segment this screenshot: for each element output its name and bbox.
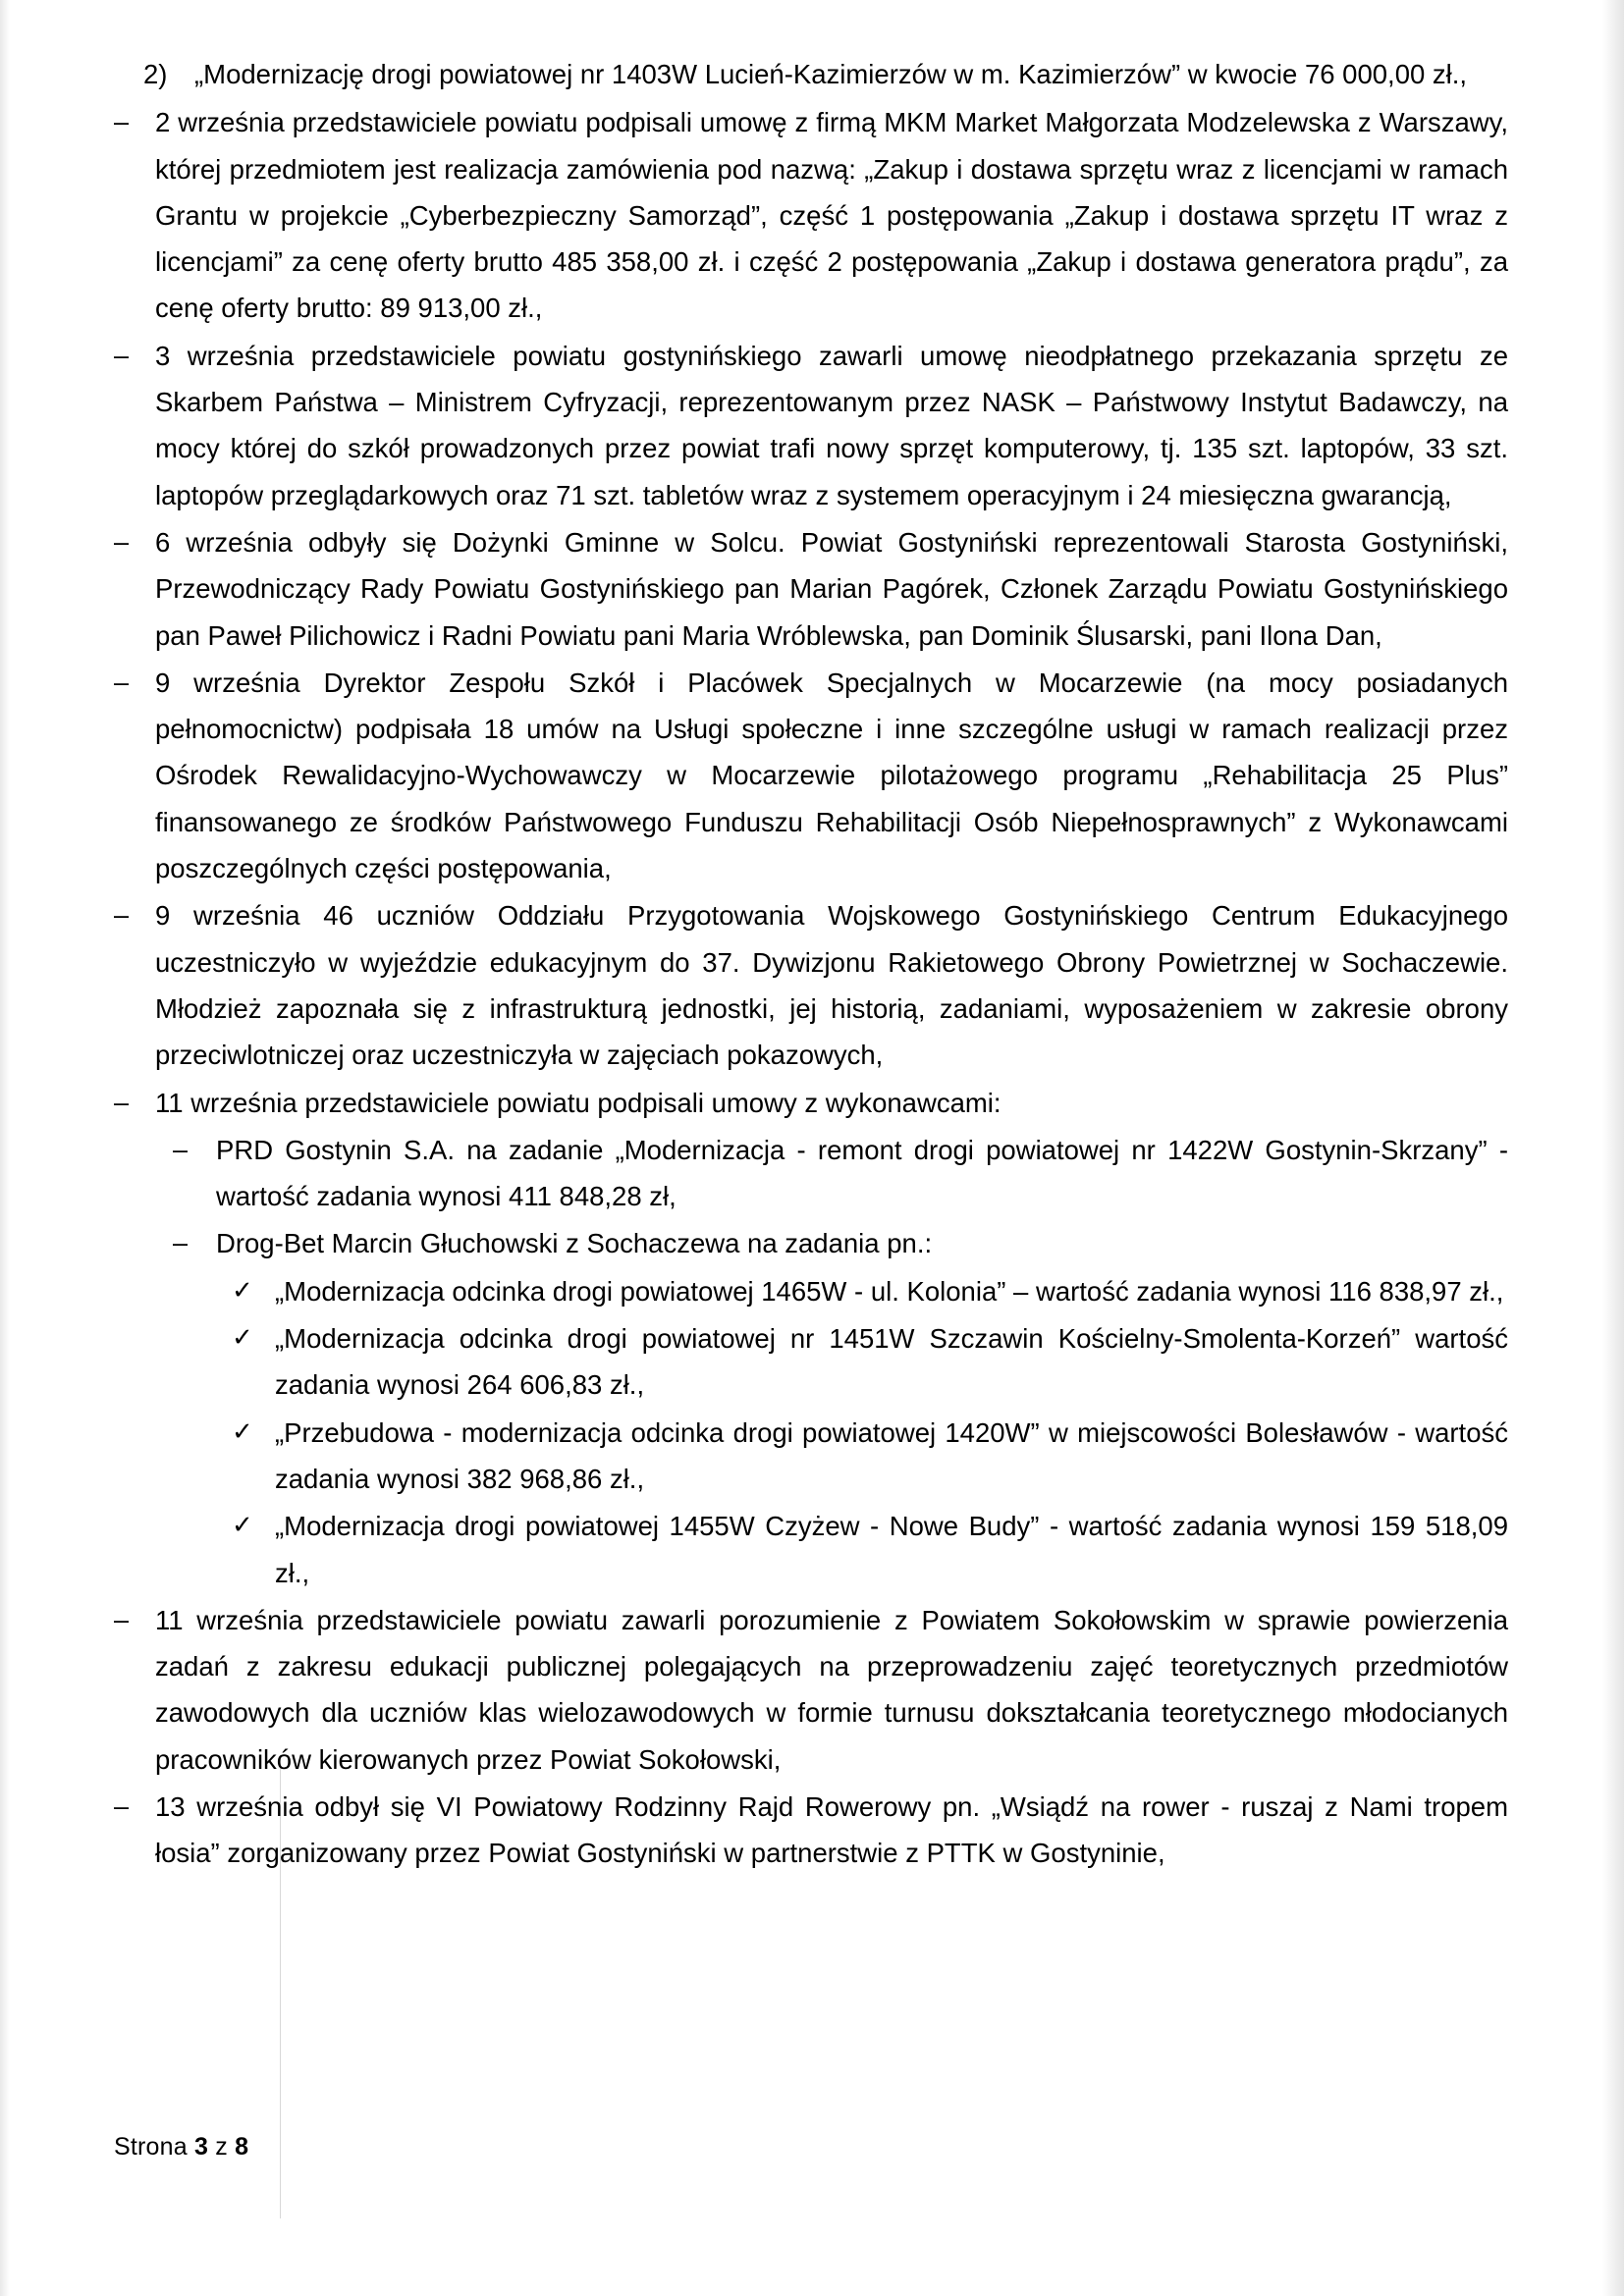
- list-marker-dash: –: [114, 1087, 130, 1117]
- list-marker-dash: –: [114, 900, 130, 931]
- list-item: [114, 99, 1508, 331]
- list-item-text: 3 września przedstawiciele powiatu gostynińskiego zawarli umowę nieodpłatnego przekazania sprzętu ze Skarbem Państwa – Ministrem Cyfryzacji, reprezentowanym przez NASK – Państwowy Instytut Badawczy, na mocy której do szkół prowadzonych przez powiat trafi nowy sprzęt komputerowy, tj. 135 szt. laptopów, 33 szt. laptopów przeglądarkowych oraz 71 szt. tabletów wraz z systemem operacyjnym i 24 miesięczna gwarancją,: [155, 340, 1508, 510]
- list-marker-dash: –: [114, 107, 130, 137]
- scan-edge-right: [1602, 0, 1624, 2296]
- scan-edge-left: [0, 0, 10, 2296]
- check-list-item-text: „Przebudowa - modernizacja odcinka drogi powiatowej 1420W” w miejscowości Bolesławów - wartość zadania wynosi 382 968,86 zł.,: [275, 1416, 1508, 1494]
- list-marker-dash: –: [173, 1228, 189, 1258]
- numbered-list-item-text: „Modernizację drogi powiatowej nr 1403W Lucień-Kazimierzów w m. Kazimierzów” w kwocie 76 000,00 zł.,: [194, 59, 1468, 89]
- check-list-item: [232, 1315, 1508, 1409]
- list-item: [114, 660, 1508, 891]
- page-footer-separator: z: [215, 2133, 228, 2161]
- list-marker-dash: –: [114, 667, 130, 697]
- sub-list-item-text: Drog-Bet Marcin Głuchowski z Sochaczewa na zadania pn.:: [216, 1228, 933, 1259]
- list-marker-dash: –: [114, 1604, 130, 1634]
- list-marker-dash: –: [173, 1134, 189, 1164]
- list-item: [114, 519, 1508, 659]
- list-item-text: 11 września przedstawiciele powiatu zawarli porozumienie z Powiatem Sokołowskim w sprawie powierzenia zadań z zakresu edukacji publicznej polegających na przeprowadzeniu zajęć teoretycznych przedmiotów zawodowych dla uczniów klas wielozawodowych w formie turnusu dokształcania teoretycznego młodocianych pracowników kierowanych przez Powiat Sokołowski,: [155, 1604, 1508, 1775]
- sub-list-item: [173, 1220, 1508, 1266]
- list-item: [114, 1784, 1508, 1877]
- list-item: [114, 333, 1508, 518]
- list-marker-dash: –: [114, 340, 130, 370]
- list-item-text: 2 września przedstawiciele powiatu podpisali umowę z firmą MKM Market Małgorzata Modzelewska z Warszawy, której przedmiotem jest realizacja zamówienia pod nazwą: „Zakup i dostawa sprzętu wraz z licencjami w ramach Grantu w projekcie „Cyberbezpieczny Samorząd”, część 1 postępowania „Zakup i dostawa sprzętu IT wraz z licencjami” za cenę oferty brutto 485 358,00 zł. i część 2 postępowania „Zakup i dostawa generatora prądu”, za cenę oferty brutto: 89 913,00 zł.,: [155, 107, 1508, 324]
- checkmark-icon: ✓: [232, 1274, 253, 1305]
- list-marker-dash: –: [114, 526, 130, 557]
- list-item-text: 9 września Dyrektor Zespołu Szkół i Placówek Specjalnych w Mocarzewie (na mocy posiadanych pełnomocnictw) podpisała 18 umów na Usługi społeczne i inne szczególne usługi w ramach realizacji przez Ośrodek Rewalidacyjno-Wychowawczy w Mocarzewie pilotażowego programu „Rehabilitacja 25 Plus” finansowanego ze środków Państwowego Funduszu Rehabilitacji Osób Niepełnosprawnych” z Wykonawcami poszczególnych części postępowania,: [155, 667, 1508, 884]
- list-item-text: 11 września przedstawiciele powiatu podpisali umowy z wykonawcami:: [155, 1087, 1001, 1118]
- numbered-list-item: [143, 51, 1508, 97]
- checkmark-icon: ✓: [232, 1510, 253, 1540]
- page-footer-total: 8: [235, 2133, 249, 2161]
- page-footer: [114, 2133, 248, 2162]
- list-marker-dash: –: [114, 1790, 130, 1821]
- checkmark-icon: ✓: [232, 1322, 253, 1353]
- list-item: [114, 892, 1508, 1078]
- check-list-item: [232, 1503, 1508, 1596]
- list-item: [114, 1597, 1508, 1783]
- sub-list-item: [173, 1127, 1508, 1220]
- page-footer-prefix: Strona: [114, 2133, 188, 2161]
- check-list-item-text: „Modernizacja odcinka drogi powiatowej 1465W - ul. Kolonia” – wartość zadania wynosi 116 838,97 zł.,: [275, 1275, 1504, 1307]
- check-list-item-text: „Modernizacja drogi powiatowej 1455W Czyżew - Nowe Budy” - wartość zadania wynosi 159 518,09 zł.,: [275, 1511, 1508, 1588]
- check-list-item: [232, 1268, 1508, 1314]
- check-list-item: [232, 1410, 1508, 1503]
- check-list: [232, 1268, 1508, 1596]
- list-marker-number: 2): [143, 59, 168, 89]
- list-item: [114, 1080, 1508, 1126]
- check-list-item-text: „Modernizacja odcinka drogi powiatowej nr 1451W Szczawin Kościelny-Smolenta-Korzeń” wartość zadania wynosi 264 606,83 zł.,: [275, 1323, 1508, 1401]
- list-item-text: 6 września odbyły się Dożynki Gminne w Solcu. Powiat Gostyniński reprezentowali Starosta Gostyniński, Przewodniczący Rady Powiatu Gostynińskiego pan Marian Pagórek, Członek Zarządu Powiatu Gostynińskiego pan Paweł Pilichowicz i Radni Powiatu pani Maria Wróblewska, pan Dominik Ślusarski, pani Ilona Dan,: [155, 526, 1508, 651]
- sub-list: [173, 1127, 1508, 1596]
- page-footer-current: 3: [194, 2133, 209, 2161]
- document-content: [114, 51, 1508, 1878]
- list-item-text: 13 września odbył się VI Powiatowy Rodzinny Rajd Rowerowy pn. „Wsiądź na rower - ruszaj z Nami tropem łosia” zorganizowany przez Powiat Gostyniński w partnerstwie z PTTK w Gostyninie,: [155, 1790, 1508, 1869]
- sub-list-item-text: PRD Gostynin S.A. na zadanie „Modernizacja - remont drogi powiatowej nr 1422W Gostynin-Skrzany” - wartość zadania wynosi 411 848,28 zł,: [216, 1134, 1508, 1212]
- checkmark-icon: ✓: [232, 1415, 253, 1446]
- list-item-text: 9 września 46 uczniów Oddziału Przygotowania Wojskowego Gostynińskiego Centrum Edukacyjnego uczestniczyło w wyjeździe edukacyjnym do 37. Dywizjonu Rakietowego Obrony Powietrznej w Sochaczewie. Młodzież zapoznała się z infrastrukturą jednostki, jej historią, zadaniami, wyposażeniem w zakresie obrony przeciwlotniczej oraz uczestniczyła w zajęciach pokazowych,: [155, 900, 1508, 1071]
